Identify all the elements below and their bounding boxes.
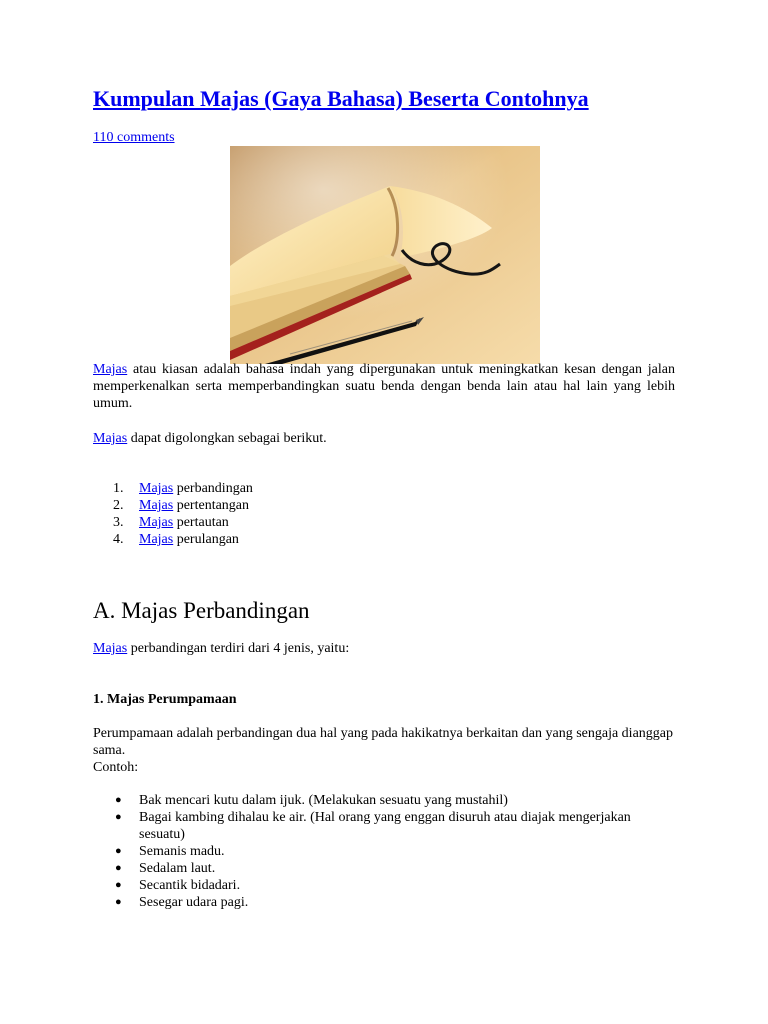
list-number: 1. <box>113 481 124 496</box>
list-item <box>93 792 653 809</box>
list-item <box>93 894 653 911</box>
bullet-icon: ● <box>115 794 122 806</box>
definition-text: Perumpamaan adalah perbandingan dua hal yang pada hakikatnya berkaitan dan yang sengaja dianggap sama. <box>93 726 673 758</box>
subsection-heading: 1. Majas Perumpamaan <box>93 692 237 707</box>
bullet-icon: ● <box>115 879 122 891</box>
list-item-text: perulangan <box>173 532 239 547</box>
section-intro-paragraph <box>93 640 349 657</box>
article-title-link[interactable]: Kumpulan Majas (Gaya Bahasa) Beserta Contohnya <box>93 86 589 111</box>
section-heading: A. Majas Perbandingan <box>93 598 310 623</box>
example-label: Contoh: <box>93 760 139 775</box>
classification-majas-link[interactable]: Majas <box>93 431 128 446</box>
list-item <box>93 843 653 860</box>
list-item-majas-link[interactable]: Majas <box>139 515 174 530</box>
classification-paragraph <box>93 430 327 447</box>
comments-count[interactable] <box>93 129 175 147</box>
list-item-majas-link[interactable]: Majas <box>139 532 174 547</box>
list-item-majas-link[interactable]: Majas <box>139 481 174 496</box>
bullet-icon: ● <box>115 845 122 857</box>
intro-majas-link[interactable]: Majas <box>93 362 128 377</box>
bullet-icon: ● <box>115 896 122 908</box>
list-item <box>93 877 653 894</box>
list-item-text: pertentangan <box>173 498 250 513</box>
intro-paragraph <box>93 361 675 412</box>
list-item <box>93 531 253 548</box>
section-majas-link[interactable]: Majas <box>93 641 128 656</box>
list-item <box>93 860 653 877</box>
list-number: 2. <box>113 498 124 513</box>
list-number: 4. <box>113 532 124 547</box>
section-intro-text: perbandingan terdiri dari 4 jenis, yaitu: <box>127 641 350 656</box>
list-item <box>93 497 253 514</box>
example-text: Sedalam laut. <box>139 861 216 876</box>
list-item <box>93 480 253 497</box>
list-item <box>93 514 253 531</box>
comments-link[interactable]: 110 comments <box>93 130 175 145</box>
definition-paragraph <box>93 725 675 776</box>
example-text: Semanis madu. <box>139 844 225 859</box>
bullet-icon: ● <box>115 862 122 874</box>
example-text: Sesegar udara pagi. <box>139 895 249 910</box>
examples-list <box>93 792 653 911</box>
majas-types-list <box>93 480 253 548</box>
example-text: Secantik bidadari. <box>139 878 241 893</box>
example-text: Bagai kambing dihalau ke air. (Hal orang yang enggan disuruh atau diajak mengerjakan sesuatu) <box>139 810 631 842</box>
list-number: 3. <box>113 515 124 530</box>
list-item-text: pertautan <box>173 515 229 530</box>
classification-text: dapat digolongkan sebagai berikut. <box>127 431 327 446</box>
open-book-with-pen-image <box>230 146 540 364</box>
list-item <box>93 809 653 843</box>
intro-text: atau kiasan adalah bahasa indah yang dipergunakan untuk meningkatkan kesan dengan jalan memperkenalkan serta memperbandingkan suatu benda dengan benda lain atau hal lain yang lebih umum. <box>93 362 675 411</box>
bullet-icon: ● <box>115 811 122 823</box>
example-text: Bak mencari kutu dalam ijuk. (Melakukan sesuatu yang mustahil) <box>139 793 508 808</box>
list-item-text: perbandingan <box>173 481 253 496</box>
list-item-majas-link[interactable]: Majas <box>139 498 174 513</box>
article-title[interactable] <box>93 85 589 113</box>
